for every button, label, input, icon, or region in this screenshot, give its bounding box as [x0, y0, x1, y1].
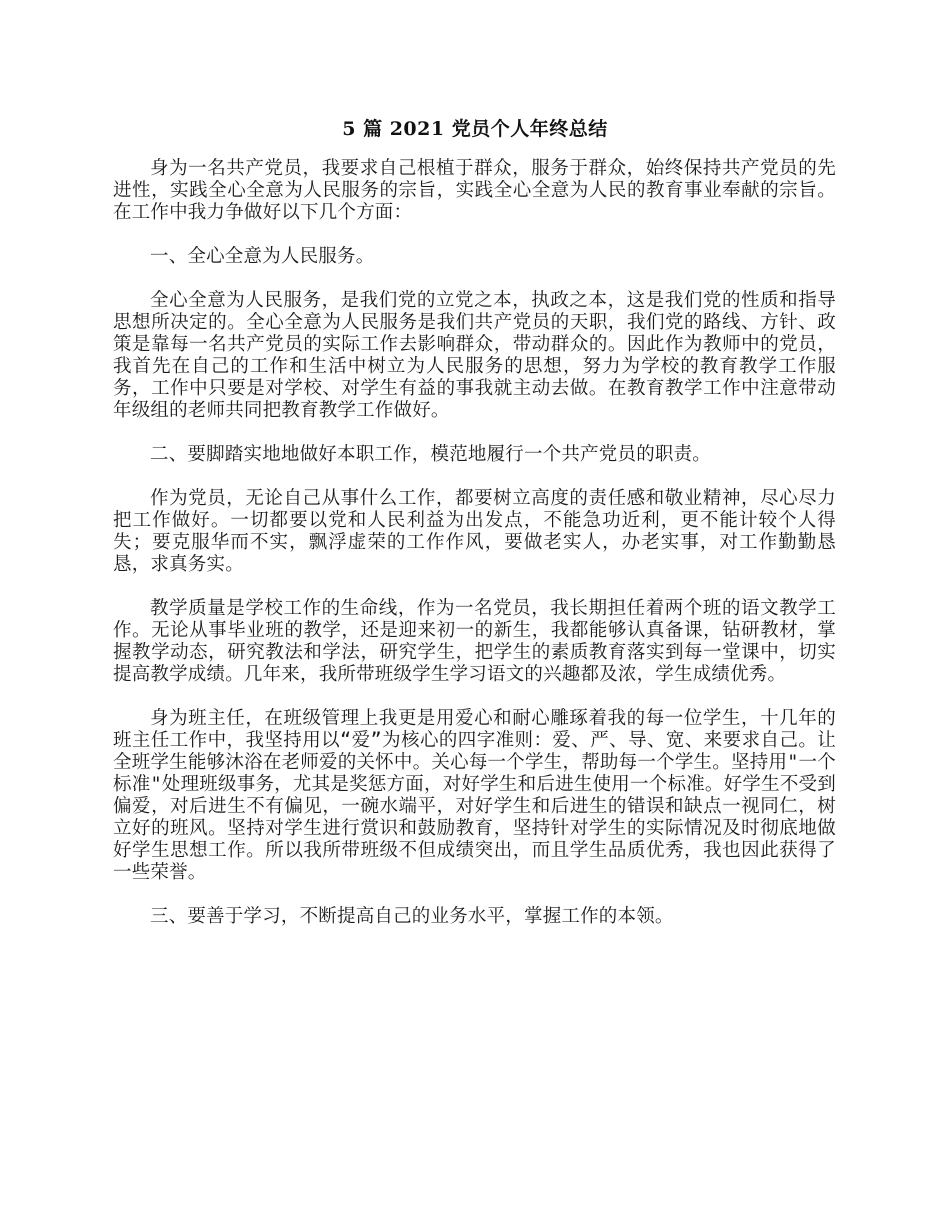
paragraph-duty: 作为党员，无论自己从事什么工作，都要树立高度的责任感和敬业精神，尽心尽力把工作做好。一切都要以党和人民利益为出发点，不能急功近利，更不能计较个人得失；要克服华而不实，飘浮虚荣的工作作风，要做老实人，办老实事，对工作勤勤恳恳，求真务实。: [113, 488, 836, 575]
section-heading-1: 一、全心全意为人民服务。: [150, 246, 375, 267]
document-title: 5 篇 2021 党员个人年终总结: [342, 118, 608, 140]
paragraph-class-teacher: 身为班主任，在班级管理上我更是用爱心和耐心雕琢着我的每一位学生，十几年的班主任工作中，我坚持用以“爱”为核心的四字准则：爱、严、导、宽、来要求自己。让全班学生能够沐浴在老师爱的关怀中。关心每一个学生，帮助每一个学生。坚持用"一个标准"处理班级事务，尤其是奖惩方面，对好学生和后进生使用一个标准。好学生不受到偏爱，对后进生不有偏见，一碗水端平，对好学生和后进生的错误和缺点一视同仁，树立好的班风。坚持对学生进行赏识和鼓励教育，坚持针对学生的实际情况及时彻底地做好学生思想工作。所以我所带班级不但成绩突出，而且学生品质优秀，我也因此获得了一些荣誉。: [113, 708, 836, 883]
section-heading-3: 三、要善于学习，不断提高自己的业务水平，掌握工作的本领。: [150, 906, 674, 927]
section-heading-2: 二、要脚踏实地地做好本职工作，模范地履行一个共产党员的职责。: [150, 444, 712, 465]
document-body: [113, 158, 836, 950]
paragraph-intro: 身为一名共产党员，我要求自己根植于群众，服务于群众，始终保持共产党员的先进性，实践全心全意为人民服务的宗旨，实践全心全意为人民的教育事业奉献的宗旨。在工作中我力争做好以下几个方面：: [113, 158, 836, 223]
paragraph-serve-people: 全心全意为人民服务，是我们党的立党之本，执政之本，这是我们党的性质和指导思想所决定的。全心全意为人民服务是我们共产党员的天职，我们党的路线、方针、政策是靠每一名共产党员的实际工作去影响群众，带动群众的。因此作为教师中的党员，我首先在自己的工作和生活中树立为人民服务的思想，努力为学校的教育教学工作服务，工作中只要是对学校、对学生有益的事我就主动去做。在教育教学工作中注意带动年级组的老师共同把教育教学工作做好。: [113, 290, 836, 421]
paragraph-teaching-quality: 教学质量是学校工作的生命线，作为一名党员，我长期担任着两个班的语文教学工作。无论从事毕业班的教学，还是迎来初一的新生，我都能够认真备课，钻研教材，掌握教学动态，研究教法和学法，研究学生，把学生的素质教育落实到每一堂课中，切实提高教学成绩。几年来，我所带班级学生学习语文的兴趣都及浓，学生成绩优秀。: [113, 598, 836, 685]
